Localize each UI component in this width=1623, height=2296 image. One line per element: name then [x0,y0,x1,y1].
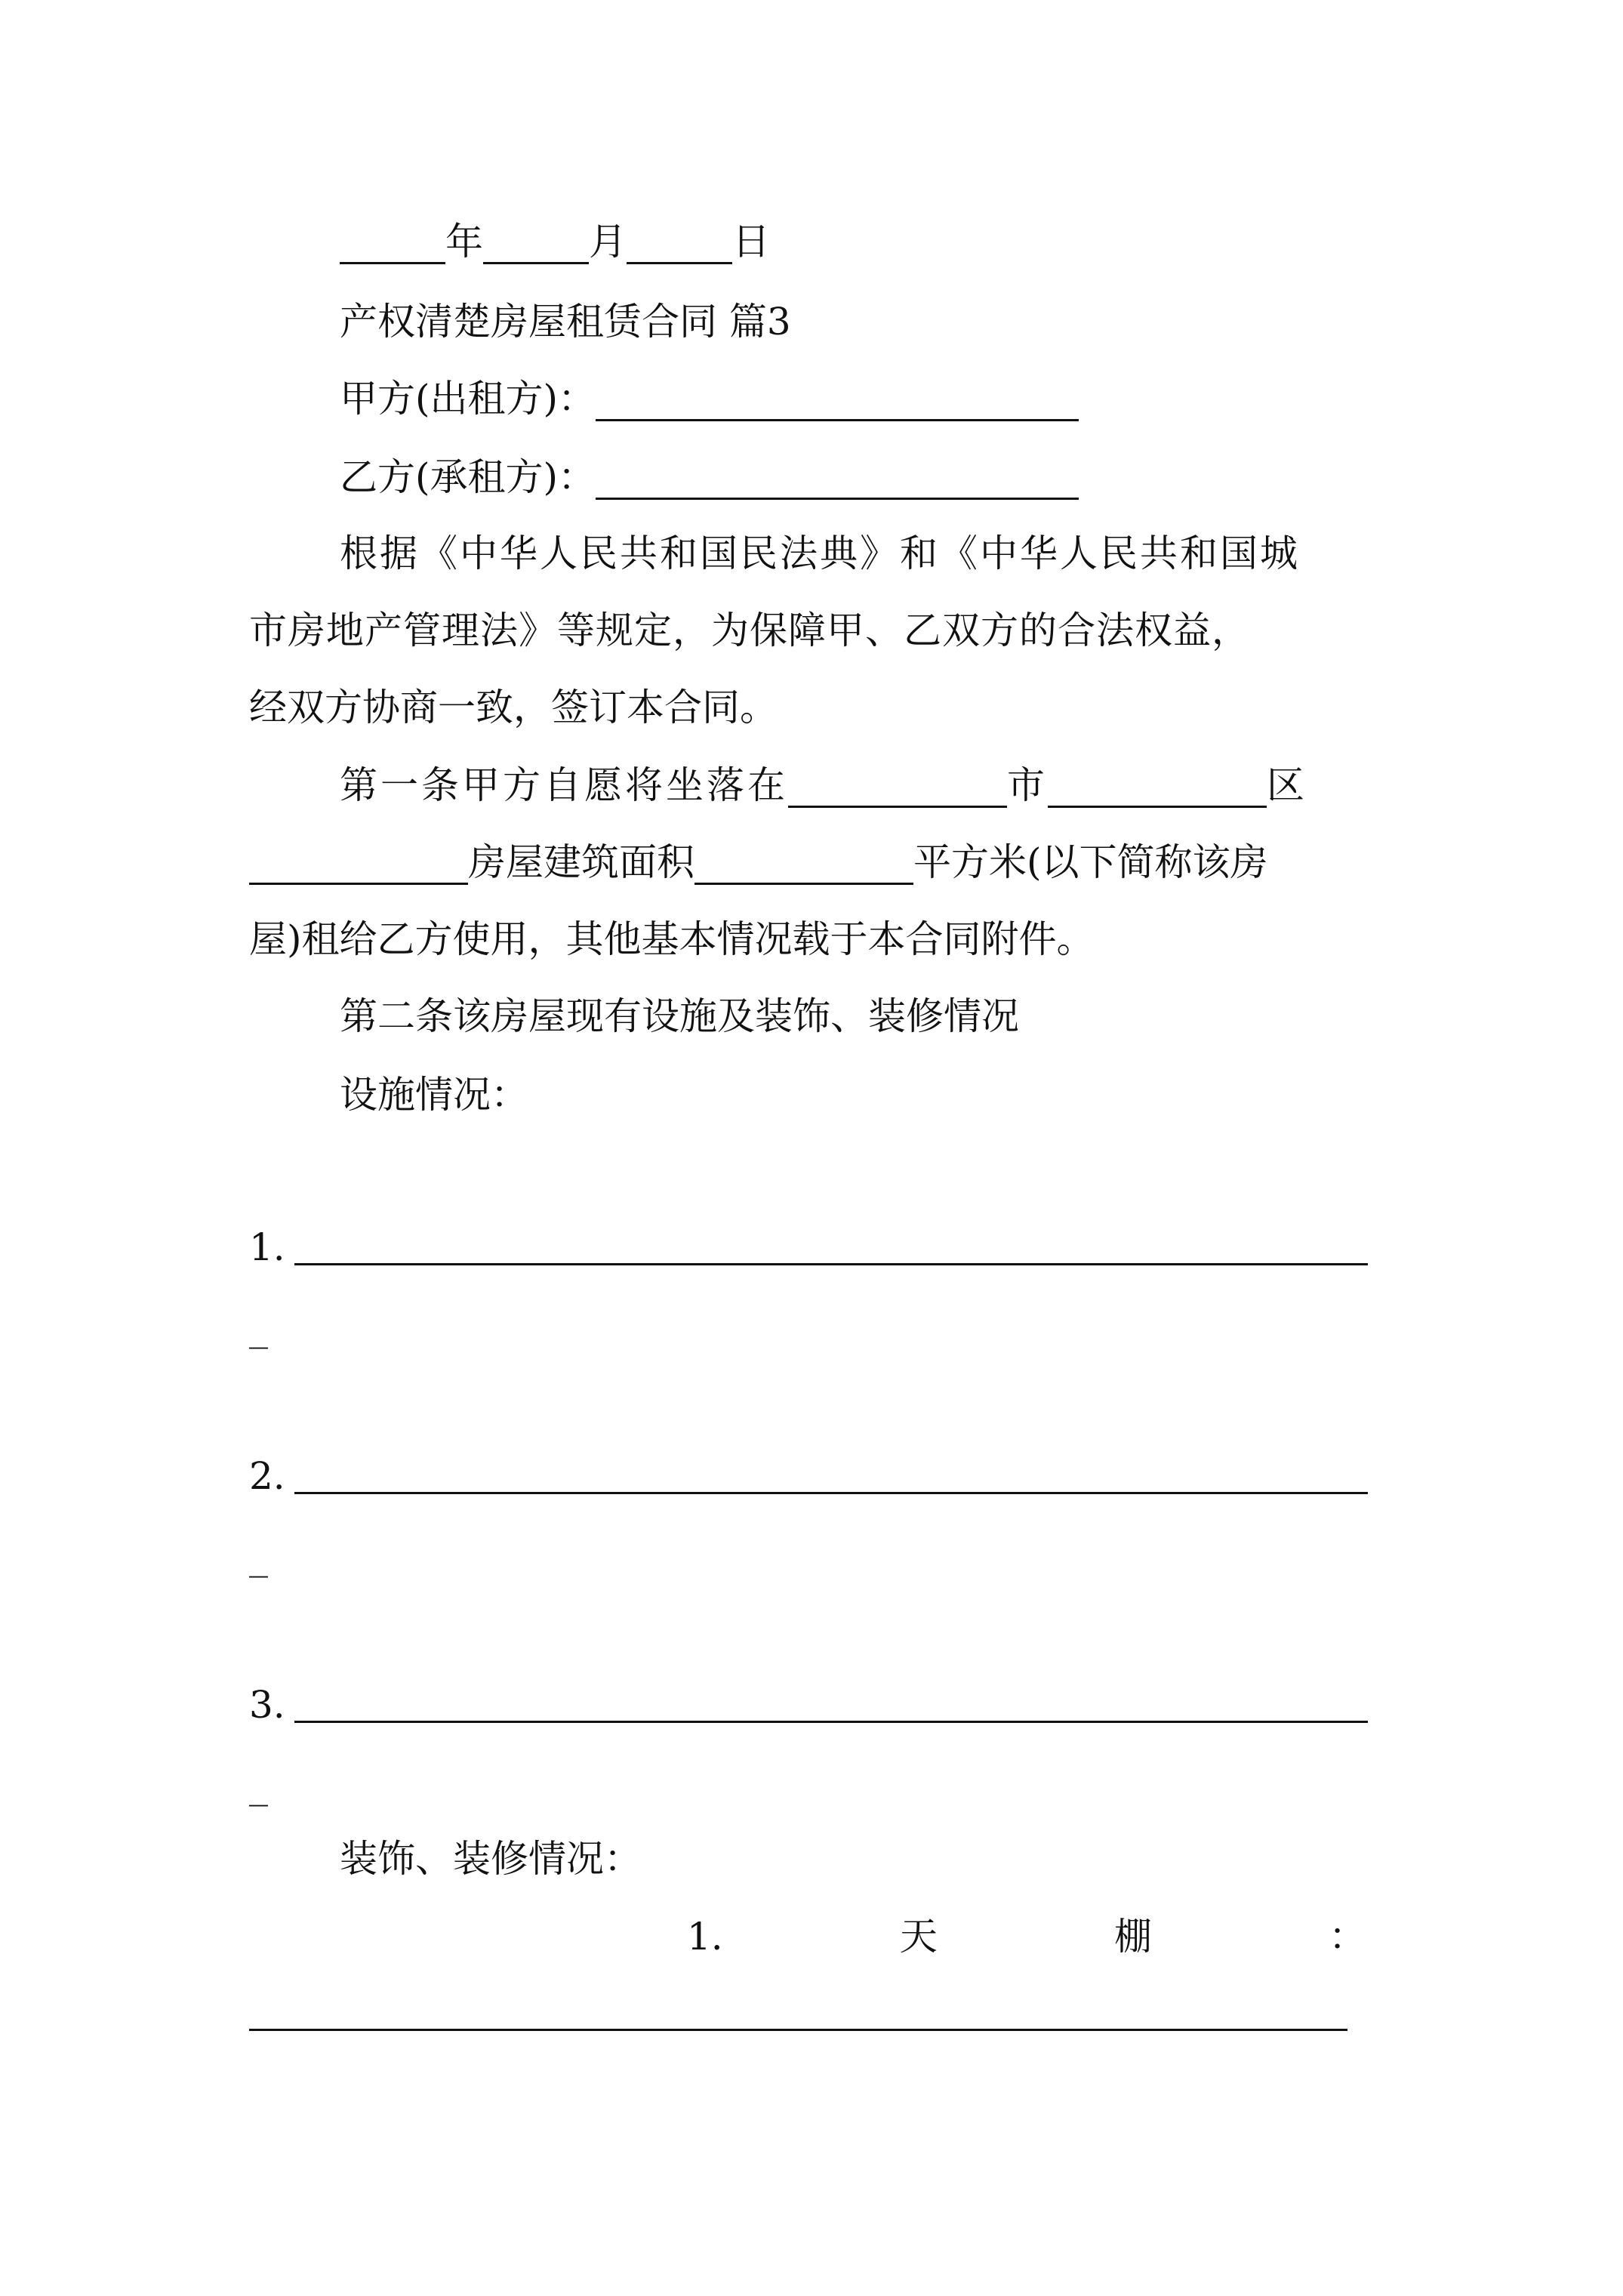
article2-heading: 第二条该房屋现有设施及装饰、装修情况 [340,994,1019,1038]
party-a-blank[interactable] [596,384,1079,421]
article1-location-label: 第一条甲方自愿将坐落在 [340,763,788,807]
month-label: 月 [589,220,627,264]
date-line [340,219,770,264]
facilities-label: 设施情况： [340,1073,528,1117]
facility-item-2-number: 2. [249,1454,285,1498]
decoration-item-1-blank[interactable] [249,2029,1347,2031]
day-blank[interactable] [627,227,732,264]
facility-item-2-blank[interactable] [294,1492,1368,1494]
city-blank[interactable] [788,771,1007,808]
article1-line-1 [340,763,1307,808]
article1-line-2 [249,840,1268,885]
decoration-item-1-char-2: 棚 [1113,1915,1152,1959]
area-blank[interactable] [694,848,913,885]
party-b-blank[interactable] [596,463,1079,500]
party-b-row [340,455,1079,500]
facility-item-1-number: 1. [249,1225,285,1269]
preamble-line-2: 市房地产管理法》等规定，为保障甲、乙双方的合法权益， [249,609,1250,652]
decoration-item-1-colon: ： [1329,1915,1366,1959]
day-label: 日 [732,220,770,264]
area-label: 房屋建筑面积 [468,840,694,884]
facility-item-3-trailing-mark: _ [249,1763,268,1807]
contract-title: 产权清楚房屋租赁合同 篇3 [340,300,791,344]
area-unit-label: 平方米(以下简称该房 [913,840,1268,884]
district-label: 区 [1267,763,1307,807]
year-blank[interactable] [340,227,445,264]
decoration-item-1 [687,1914,1366,1959]
decoration-label: 装饰、装修情况： [340,1837,642,1881]
facility-item-2-trailing-mark: _ [249,1534,268,1578]
preamble-line-3: 经双方协商一致，签订本合同。 [249,686,778,729]
city-label: 市 [1007,763,1048,807]
facility-item-3-blank[interactable] [294,1721,1368,1723]
preamble-line-1: 根据《中华人民共和国民法典》和《中华人民共和国城 [340,532,1300,575]
facility-item-3-number: 3. [249,1683,285,1727]
facility-item-1-blank[interactable] [294,1263,1368,1265]
facility-item-1-trailing-mark: _ [249,1305,268,1349]
decoration-item-1-char-1: 天 [899,1915,938,1959]
party-b-label: 乙方(承租方)： [340,455,596,499]
article1-line-3: 屋)租给乙方使用，其他基本情况载于本合同附件。 [249,917,1095,961]
year-label: 年 [445,220,483,264]
month-blank[interactable] [483,227,589,264]
address-blank[interactable] [249,848,468,885]
party-a-row [340,376,1079,421]
decoration-item-1-number: 1. [687,1915,723,1959]
district-blank[interactable] [1048,771,1267,808]
party-a-label: 甲方(出租方)： [340,377,596,421]
